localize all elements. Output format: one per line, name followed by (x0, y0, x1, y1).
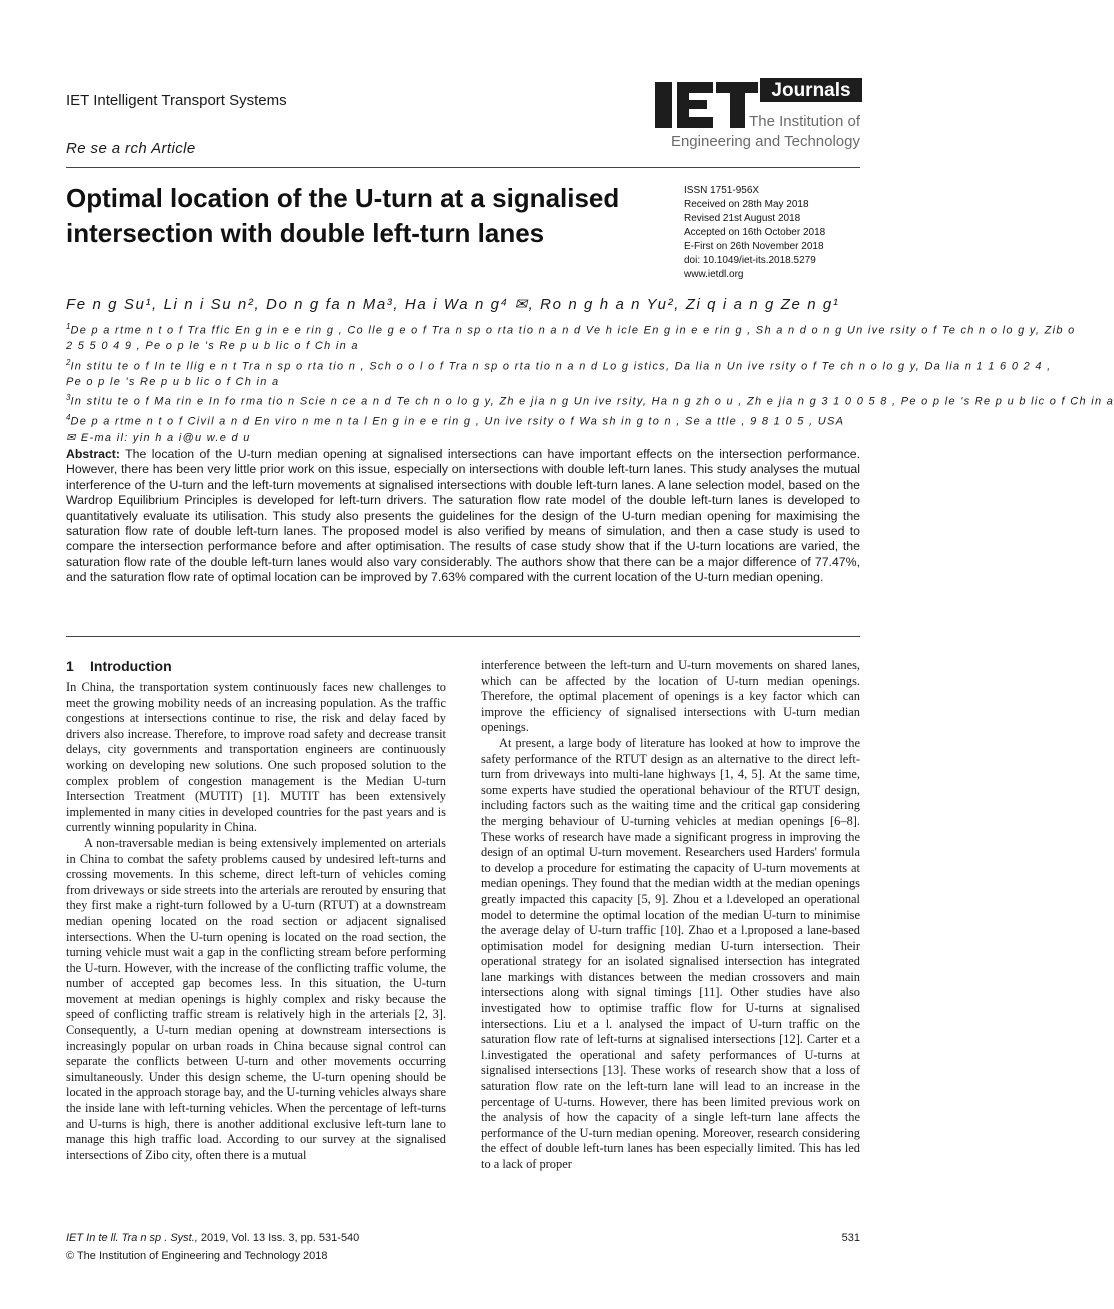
journal-name: IET Intelligent Transport Systems (66, 92, 287, 109)
article-type: Re se a rch Article (66, 140, 196, 157)
affiliations (66, 319, 1114, 446)
affiliation-line: 2 5 5 0 4 9 , Pe o p le 's Re p u b lic o f Ch in a (66, 340, 359, 353)
article-title: Optimal location of the U-turn at a signalised intersection with double left-turn lanes (66, 183, 620, 248)
footer-citation (66, 1232, 359, 1244)
logo-line-1: The Institution of (749, 113, 860, 130)
header-divider (66, 167, 860, 168)
abstract-text: The location of the U-turn median opening at signalised intersections can have important effects on the intersection performance. However, there has been very little prior work on this issue, especially on intersections with double left-turn lanes. This study analyses the mutual interference of the U-turn and the left-turn movements at signalised intersections with double left-turn lanes. A lane selection model, based on the Wardrop Equilibrium Principles is developed for left-turn drivers. The saturation flow rate model of the double left-turn lanes is developed to quantitatively evaluate its utilisation. This study also presents the guidelines for the design of the U-turn median opening for maximising the saturation flow rate of double left-turn lanes. The proposed model is also verified by means of simulation, and then a case study is used to compare the intersection performance before and after optimisation. The results of case study show that if the U-turn locations are varied, the saturation flow rate of the double left-turn lanes would also vary considerably. The authors show that there can be a major difference of 77.47%, and the saturation flow rate of optimal location can be improved by 7.63% compared with the current location of the U-turn median opening. (66, 447, 860, 585)
paragraph: A non-traversable median is being extensively implemented on arterials in China to combat the safety problems caused by undesired left-turns and crossing movements. In this scheme, direct left-turn of vehicles coming from driveways or side streets into the arterials are rerouted by ensuring that they first make a right-turn followed by a U-turn (RTUT) at a downstream median opening located on the road section or adjacent signalised intersections. When the U-turn opening is located on the road section, the turning vehicle must wait a gap in the conflicting stream before performing the U-turn. However, with the increase of the conflicting traffic volume, the number of accepted gap becomes less. In this situation, the U-turn movement at median openings is highly complex and risky because the speed of conflicting traffic stream is relatively high in the arterials [2, 3]. Consequently, a U-turn median opening at downstream intersections is increasingly popular on urban roads in China because signal control can separate the conflicts between U-turn and other movements occurring simultaneously. Under this design scheme, the U-turn opening should be located in the approach storage bay, and the U-turning vehicles always share the inside lane with left-turning vehicles. When the percentage of left-turns and U-turns is high, there is another additional exclusive left-turn lane to manage this high traffic load. According to our survey at the signalised intersections of Zibo city, often there is a mutual (66, 835, 446, 1162)
affiliation-line: $^2$In stitu te o f In te llig e n t Tra n sp o rta tio n , Sch o o l o f Tra n sp o rta tio n a n d Lo g istics, Da lia n Un ive rsity o f Te ch n o lo g y, Da lia n 1 1 6 0 2 4 , (66, 357, 1052, 373)
page-number: 531 (841, 1232, 860, 1244)
affiliation-line: $^4$De p a rtme n t o f Civil a n d En viro n me n ta l En g in e e rin g , Un ive rsity o f Wa sh in g to n , Se a ttle , 9 8 1 0 5 , USA (66, 413, 845, 429)
received-date: Received on 28th May 2018 (684, 199, 809, 210)
iet-logo (652, 78, 864, 154)
efirst-date: E-First on 26th November 2018 (684, 241, 824, 252)
section-number: 1 (66, 658, 74, 674)
article-meta (684, 184, 825, 282)
affiliation-line: Pe o p le 's Re p u b lic o f Ch in a (66, 375, 280, 388)
paragraph: interference between the left-turn and U-turn movements on shared lanes, which can be affected by the location of U-turn median openings. Therefore, the optimal placement of openings is a key factor which can improve the efficiency of signalised intersections with U-turn median openings. (481, 658, 860, 735)
footer-copyright: © The Institution of Engineering and Technology 2018 (66, 1250, 328, 1262)
affiliation-line: $^3$In stitu te o f Ma rin e In fo rma tio n Scie n ce a n d Te ch n o lo g y, Zh e jia n g Un ive rsity, Ha n g zh o u , Zh e jia n g 3 1 0 0 5 8 , Pe o p le 's Re p u b lic o f Ch in a (66, 393, 1114, 408)
revised-date: Revised 21st August 2018 (684, 213, 801, 224)
accepted-date: Accepted on 16th October 2018 (684, 227, 826, 238)
paragraph: In China, the transportation system continuously faces new challenges to meet the growing mobility needs of an increasing population. As the traffic congestions at intersections continue to rise, the risk and delay faced by drivers also increase. Therefore, to improve road safety and decrease transit delays, city governments and transportation engineers are continuously working on developing new solutions. One such proposed solution to the complex problem of congestion management is the Median U-turn Intersection Treatment (MUTIT) [1]. MUTIT has been extensively implemented in many cities in developed countries for the past years and is currently winning popularity in China. (66, 680, 446, 835)
corresponding-email[interactable]: ✉ E-ma il: yin h a i@u w.e d u (66, 431, 251, 444)
journals-badge-text: Journals (771, 80, 851, 101)
abstract-label: Abstract: (66, 447, 120, 461)
abstract (66, 447, 860, 586)
issn: ISSN 1751-956X (684, 185, 760, 196)
section-title: Introduction (90, 658, 172, 674)
paragraph: At present, a large body of literature has looked at how to improve the safety performance of the RTUT design as an alternative to the direct left-turn from driveways into multi-lane highways [1, 4, 5]. At the same time, some experts have studied the operational behaviour of the RTUT design, including factors such as the waiting time and the critical gap considering the merging behaviour of U-turning vehicles at median openings [6–8]. These works of research have made a significant progress in improving the design of an optimal U-turn movement. Researchers used Harders' formula to develop a procedure for estimating the capacity of U-turn movements at median openings. They found that the median width at the median openings greatly impacted this capacity [5, 9]. Zhou et a l.developed an operational model to determine the optimal location of the median U-turn to minimise the average delay of U-turn traffic [10]. Zhao et a l.proposed a lane-based optimisation model for designing median U-turn intersection. Their operational strategy for an isolated signalised intersection has integrated lane markings with distances between the median crossovers and main intersections along with signal timings [11]. Other studies have also investigated how to optimise traffic flow for U-turns at signalised intersections. Liu et a l. analysed the impact of U-turn traffic on the saturation flow rate of left-turns at signalised intersections [12]. Carter et a l.investigated the operational and safety performances of U-turns at signalised intersections [13]. These works of research show that a loss of saturation flow rate on the left-turn lane will lead to an increase in the percentage of U-turns. However, there has been limited previous work on the analysis of how the capacity of a single left-turn lane affects the performance of the U-turn median opening. Moreover, research considering the effect of double left-turn lanes has been especially limited. This has led to a lack of proper (481, 735, 860, 1171)
logo-line-2: Engineering and Technology (670, 133, 860, 150)
abstract-divider (66, 636, 860, 637)
footer-volume: 2019, Vol. 13 Iss. 3, pp. 531-540 (197, 1232, 360, 1244)
author-list: Fe n g Su¹, Li n i Su n², Do n g fa n Ma³, Ha i Wa n g⁴ ✉, Ro n g h a n Yu², Zi q i a n g Ze n g¹ (66, 296, 840, 313)
doi[interactable]: doi: 10.1049/iet-its.2018.5279 (684, 255, 816, 266)
footer-journal: IET In te ll. Tra n sp . Syst., (66, 1232, 198, 1244)
section-heading (66, 658, 446, 674)
body-column-left (66, 658, 446, 1163)
website-link[interactable]: www.ietdl.org (684, 269, 744, 280)
body-column-right (481, 658, 860, 1173)
affiliation-line: $^1$De p a rtme n t o f Tra ffic En g in e e rin g , Co lle g e o f Tra n sp o rta tio n a n d Ve h icle En g in e e rin g , Sh a n d o n g Un ive rsity o f Te ch n o lo g y, Zib o (66, 322, 1076, 337)
iet-mark (655, 82, 758, 128)
